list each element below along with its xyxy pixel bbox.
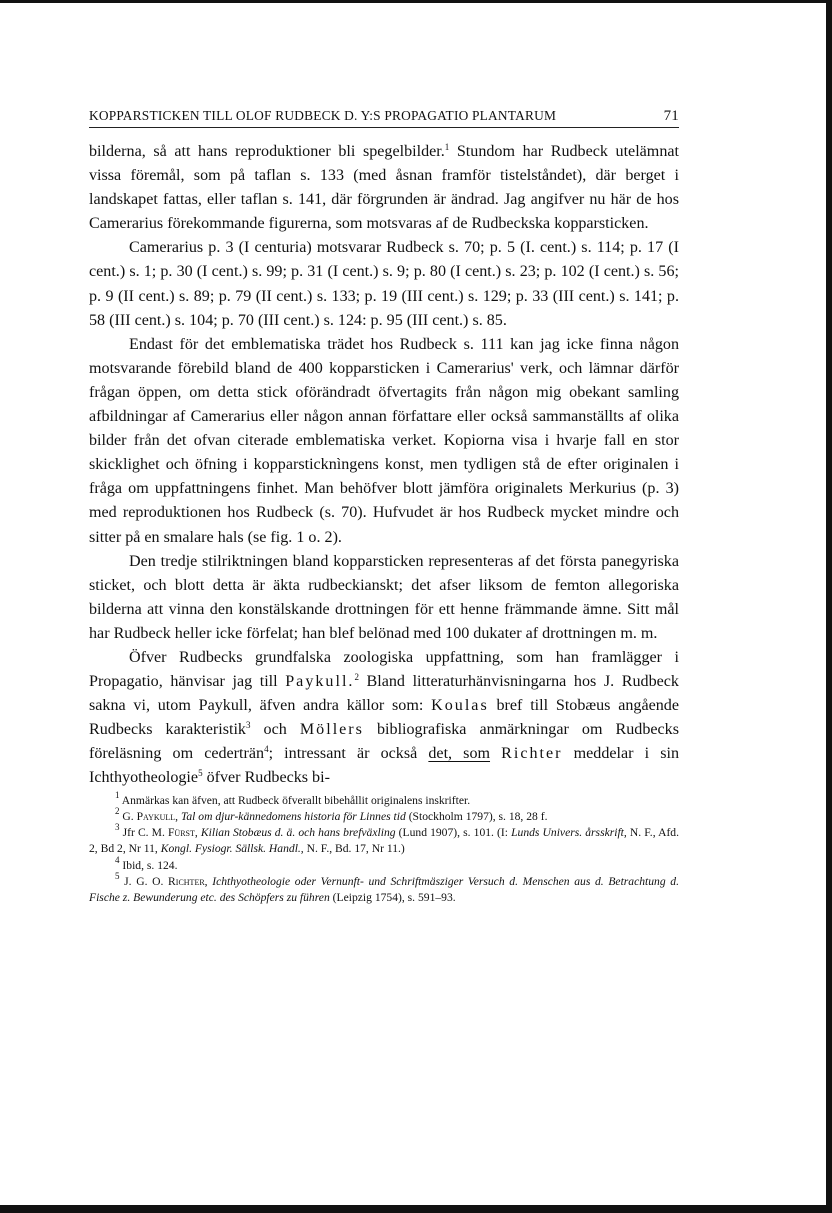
footnote-ref-4: 4	[264, 744, 269, 755]
footnote-1-text: Anmärkas kan äfven, att Rudbeck öfverallt bibehållit originalens inskrifter.	[121, 793, 471, 807]
footnote-5-rest: (Leipzig 1754), s. 591–93.	[332, 891, 456, 905]
running-head-title: KOPPARSTICKEN TILL OLOF RUDBECK D. Y:S PROPAGATIO PLANTARUM	[89, 108, 557, 123]
footnote-1-mark: 1	[115, 789, 120, 800]
footnote-4-text: Ibid, s. 124.	[122, 858, 178, 872]
paragraph-2: Camerarius p. 3 (I centuria) motsvarar Rudbeck s. 70; p. 5 (I. cent.) s. 114; p. 17 (I cent.) s. 1; p. 30 (I cent.) s. 99; p. 31 (I cent.) s. 9; p. 80 (I cent.) s. 23; p. 102 (I cent.) s. 56; p. 9 (II cent.) s. 89; p. 79 (II cent.) s. 133; p. 19 (III cent.) s. 129; p. 33 (III cent.) s. 141; p. 58 (III cent.) s. 104; p. 70 (III cent.) s. 124: p. 95 (III cent.) s. 85.	[89, 239, 679, 329]
paragraph-5-part-b: Bland litteraturhänvisningarna hos J. Rudbeck sakna vi, utom Paykull, äfven andra källor som:	[89, 673, 679, 715]
page-number: 71	[663, 108, 679, 124]
footnote-3-author: Fürst,	[167, 826, 198, 840]
footnote-4-mark: 4	[115, 854, 120, 865]
underlined-det-som: det, som	[428, 745, 491, 763]
footnote-2-rest: (Stockholm 1797), s. 18, 28 f.	[408, 809, 548, 823]
scan-border-top	[0, 0, 832, 3]
paragraph-3: Endast för det emblematiska trädet hos Rudbeck s. 111 kan jag icke finna någon motsvarande förebild bland de 400 kopparsticken i Camerarius' verk, och lämnar därför frågan öppen, om detta stick oförändradt öfvertagits från någon mig obekant samling afbildningar af Camerarius eller någon annan författare eller också sammanställts af olika bilder från det ofvan citerade emblematiska verket. Kopiorna visa i hvarje fall en stor skicklighet och öfning i kopparsticknìngens konst, men tydligen stå de efter originalen i fråga om uppfattningens finhet. Man behöfver blott jämföra originalets Merkurius (p. 3) med reproduktionen hos Rudbeck (s. 70). Hufvudet är hos Rudbeck mycket mindre och sitter på en smalare hals (se fig. 1 o. 2).	[89, 335, 679, 546]
name-richter: Richter	[501, 745, 563, 763]
footnote-3-title: Kilian Stobæus d. ä. och hans brefväxling	[200, 826, 396, 840]
footnote-3-mark: 3	[115, 822, 120, 833]
paragraph-5-part-i: öfver Rudbecks bi-	[202, 769, 330, 787]
footnote-5-author: J. G. O. Richter,	[124, 875, 208, 889]
footnote-5-title: Ichthyotheologie oder Vernunft- und Schriftmäsziger Versuch d. Menschen aus d. Betrachtung d. Fische z. Bewunderung etc. des Schöpfers zu führen	[89, 875, 679, 905]
footnote-1	[89, 789, 679, 809]
footnote-ref-5: 5	[198, 768, 203, 779]
footnote-3-part-d: N. F., Bd. 17, Nr 11.)	[306, 842, 405, 856]
paragraph-5-part-f: ; intressant är också	[268, 745, 429, 763]
name-koulas: Koulas	[431, 697, 489, 715]
paragraph-5-space	[490, 745, 501, 762]
paragraph-5-part-h: meddelar i sin Ichthyotheologie	[89, 745, 680, 787]
footnote-5-mark: 5	[115, 871, 120, 882]
footnote-ref-1: 1	[444, 142, 450, 152]
footnote-3-series-2: Kongl. Fysiogr. Sällsk. Handl.,	[160, 842, 304, 856]
footnote-4	[89, 854, 679, 874]
footnote-3-part-b: (Lund 1907), s. 101. (I:	[398, 826, 512, 840]
paragraph-5-part-e: bibliografiska anmärkningar om Rudbecks föreläsning om cederträn	[89, 721, 679, 763]
body-text	[89, 140, 679, 791]
paragraph-1-part-a: bilderna, så att hans reproduktioner bli spegelbilder.	[89, 143, 445, 160]
footnote-2-author: G. Paykull,	[122, 809, 179, 823]
scan-border-right	[826, 0, 832, 1213]
paragraph-5	[89, 646, 679, 791]
footnote-3-part-a: Jfr C. M.	[122, 826, 168, 840]
footnote-3	[89, 822, 679, 858]
paragraph-5-part-a: Öfver Rudbecks grundfalska zoologiska uppfattning, som han framlägger i Propagatio, hänvisar jag till	[89, 648, 679, 691]
paragraph-4: Den tredje stilriktningen bland kopparsticken representeras af det första panegyriska sticket, och blott detta är äkta rudbeckianskt; det afser liksom de femton allegoriska bilderna att vinna den konstälskande drottningen för ett henne främmande ämne. Sitt mål har Rudbeck heller icke förfelat; han blef belönad med 100 dukater af drottningen m. m.	[89, 552, 679, 642]
scan-border-bottom	[0, 1205, 832, 1213]
footnotes	[89, 789, 679, 907]
footnote-ref-3: 3	[245, 720, 251, 731]
footnote-3-part-c: N. F., Afd. 2, Bd 2, Nr 11,	[89, 826, 679, 856]
footnote-2-mark: 2	[115, 805, 120, 816]
name-mollers: Möllers	[299, 721, 364, 739]
footnote-2	[89, 805, 679, 825]
running-head	[89, 108, 679, 128]
name-paykull: Paykull.	[285, 673, 355, 691]
page	[89, 108, 679, 907]
footnote-3-series: Lunds Univers. årsskrift,	[511, 826, 627, 840]
paragraph-5-part-c: bref till Stobæus angående Rudbecks karakteristik	[89, 697, 679, 739]
paragraph-5-part-d: och	[250, 721, 300, 739]
footnote-2-title: Tal om djur-kännedomens historia för Linnes tid	[180, 809, 406, 823]
paragraph-1-part-b: Stundom har Rudbeck utelämnat vissa föremål, som på taflan s. 133 (med åsnan framför tistelståndet), där berget i landskapet fattas, eller taflan s. 141, där förgrunden är ändrad. Jag angifver nu här de hos Camerarius förekommande figurerna, som motsvaras af de Rudbeckska kopparsticken.	[89, 143, 679, 233]
footnote-ref-2: 2	[354, 672, 359, 683]
paragraph-1	[89, 140, 679, 236]
footnote-5	[89, 871, 679, 907]
